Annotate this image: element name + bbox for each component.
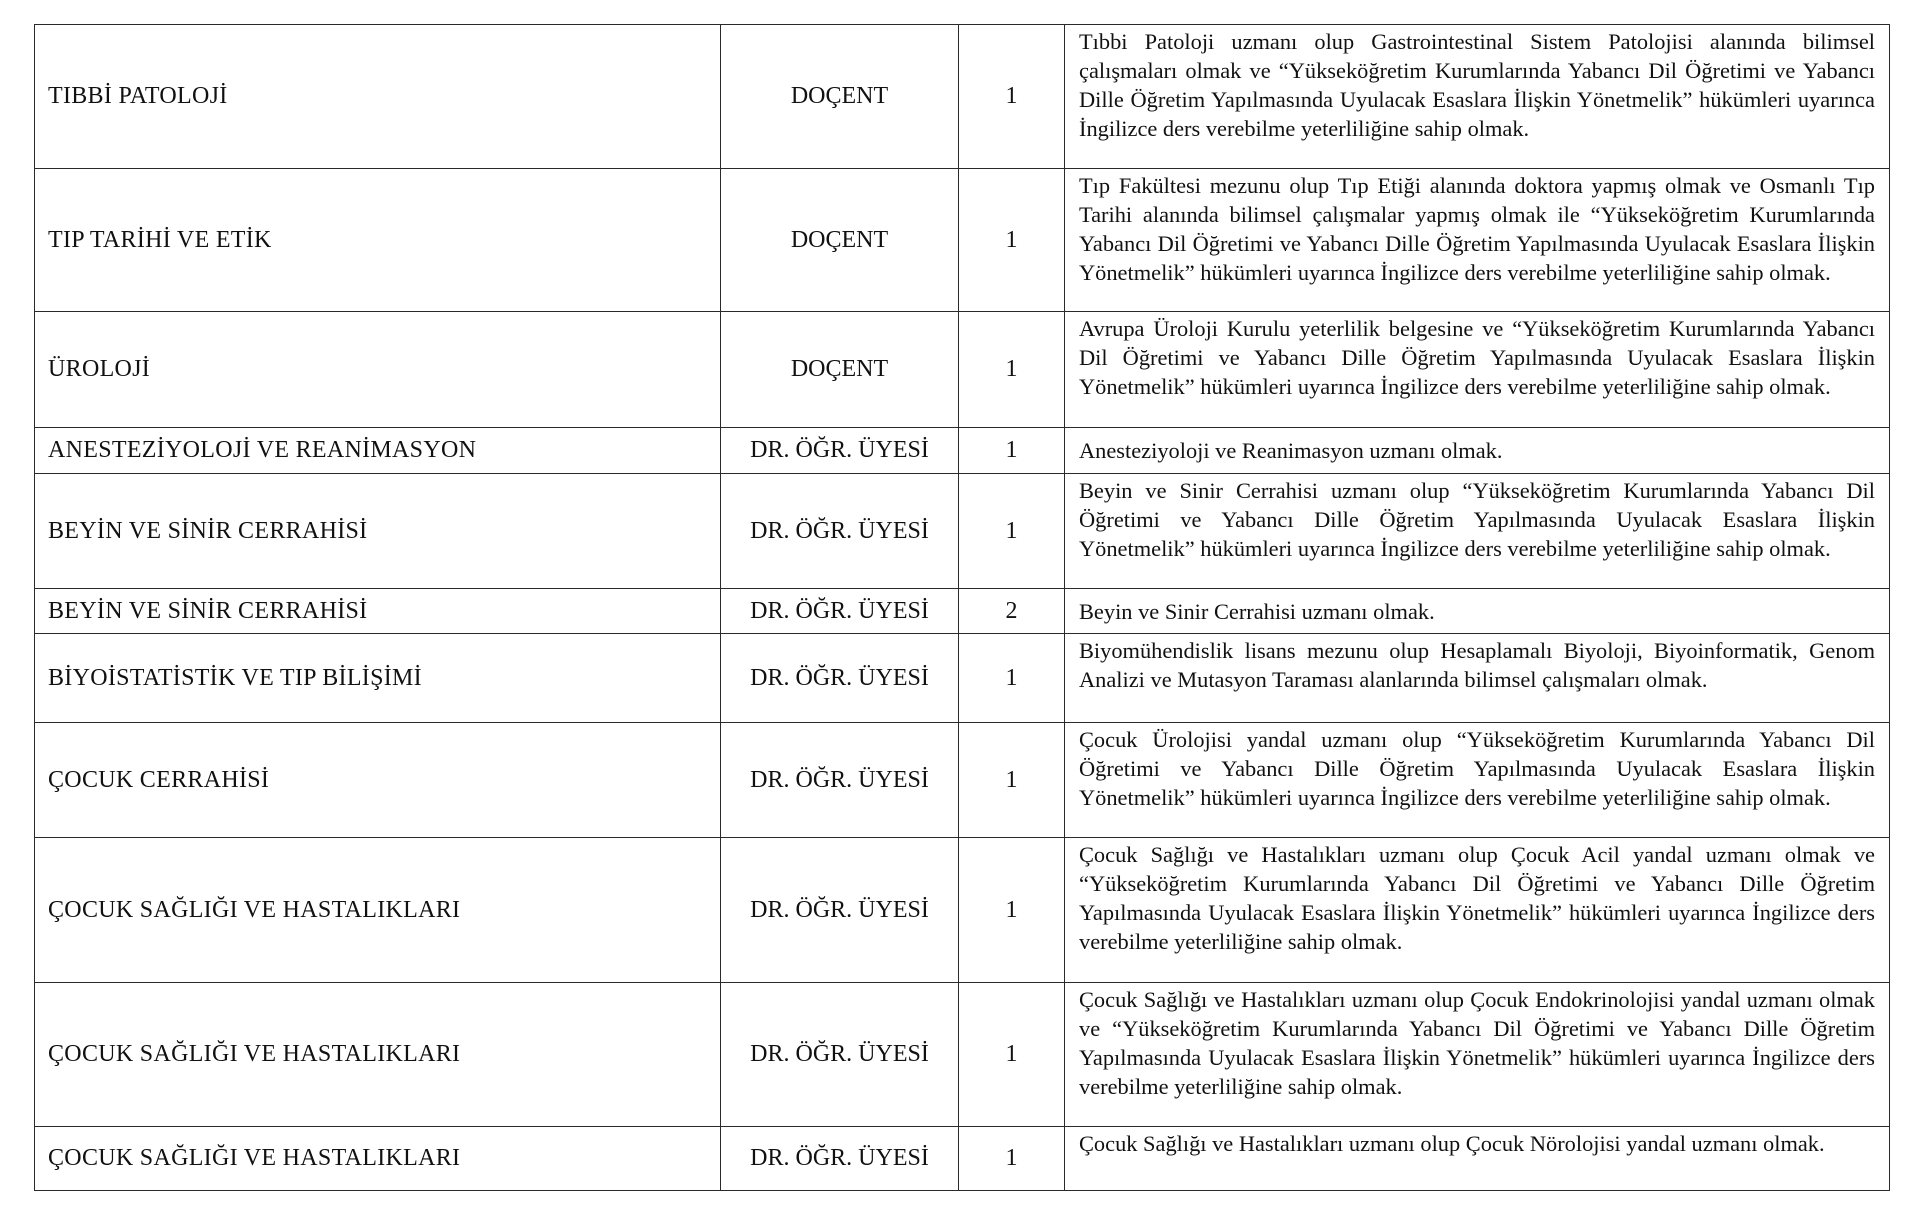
title-cell: DR. ÖĞR. ÜYESİ: [721, 723, 959, 838]
requirement-cell: Beyin ve Sinir Cerrahisi uzmanı olup “Yükseköğretim Kurumlarında Yabancı Dil Öğretimi ve Yabancı Dille Öğretim Yapılmasında Uyulacak Esaslara İlişkin Yönetmelik” hükümleri uyarınca İngilizce ders verebilme yeterliliğine sahip olmak.: [1065, 474, 1890, 589]
positions-table: [34, 24, 1890, 1191]
department-cell: ÇOCUK SAĞLIĞI VE HASTALIKLARI: [35, 983, 721, 1127]
count-cell: 1: [959, 25, 1065, 169]
requirement-cell: Çocuk Sağlığı ve Hastalıkları uzmanı olup Çocuk Endokrinolojisi yandal uzmanı olmak ve “Yükseköğretim Kurumlarında Yabancı Dil Öğretimi ve Yabancı Dille Öğretim Yapılmasında Uyulacak Esaslara İlişkin Yönetmelik” hükümleri uyarınca İngilizce ders verebilme yeterliliğine sahip olmak.: [1065, 983, 1890, 1127]
department-cell: ÇOCUK SAĞLIĞI VE HASTALIKLARI: [35, 838, 721, 983]
department-cell: TIBBİ PATOLOJİ: [35, 25, 721, 169]
title-cell: DR. ÖĞR. ÜYESİ: [721, 474, 959, 589]
count-cell: 1: [959, 983, 1065, 1127]
table-row: [35, 589, 1890, 634]
table-row: [35, 723, 1890, 838]
table-row: [35, 312, 1890, 428]
count-cell: 1: [959, 634, 1065, 723]
count-cell: 1: [959, 474, 1065, 589]
requirement-cell: Anesteziyoloji ve Reanimasyon uzmanı olmak.: [1065, 428, 1890, 474]
table-row: [35, 634, 1890, 723]
count-cell: 1: [959, 838, 1065, 983]
department-cell: ÇOCUK SAĞLIĞI VE HASTALIKLARI: [35, 1127, 721, 1191]
table-row: [35, 25, 1890, 169]
requirement-cell: Tıbbi Patoloji uzmanı olup Gastrointestinal Sistem Patolojisi alanında bilimsel çalışmaları olmak ve “Yükseköğretim Kurumlarında Yabancı Dil Öğretimi ve Yabancı Dille Öğretim Yapılmasında Uyulacak Esaslara İlişkin Yönetmelik” hükümleri uyarınca İngilizce ders verebilme yeterliliğine sahip olmak.: [1065, 25, 1890, 169]
requirement-cell: Beyin ve Sinir Cerrahisi uzmanı olmak.: [1065, 589, 1890, 634]
requirement-cell: Çocuk Sağlığı ve Hastalıkları uzmanı olup Çocuk Nörolojisi yandal uzmanı olmak.: [1065, 1127, 1890, 1191]
title-cell: DOÇENT: [721, 25, 959, 169]
title-cell: DR. ÖĞR. ÜYESİ: [721, 634, 959, 723]
title-cell: DOÇENT: [721, 312, 959, 428]
title-cell: DR. ÖĞR. ÜYESİ: [721, 428, 959, 474]
department-cell: BEYİN VE SİNİR CERRAHİSİ: [35, 474, 721, 589]
department-cell: ANESTEZİYOLOJİ VE REANİMASYON: [35, 428, 721, 474]
table-row: [35, 838, 1890, 983]
department-cell: TIP TARİHİ VE ETİK: [35, 169, 721, 312]
department-cell: ÜROLOJİ: [35, 312, 721, 428]
department-cell: BEYİN VE SİNİR CERRAHİSİ: [35, 589, 721, 634]
count-cell: 1: [959, 169, 1065, 312]
table-row: [35, 474, 1890, 589]
requirement-cell: Tıp Fakültesi mezunu olup Tıp Etiği alanında doktora yapmış olmak ve Osmanlı Tıp Tarihi alanında bilimsel çalışmalar yapmış olmak ile “Yükseköğretim Kurumlarında Yabancı Dil Öğretimi ve Yabancı Dille Öğretim Yapılmasında Uyulacak Esaslara İlişkin Yönetmelik” hükümleri uyarınca İngilizce ders verebilme yeterliliğine sahip olmak.: [1065, 169, 1890, 312]
table-row: [35, 428, 1890, 474]
count-cell: 1: [959, 428, 1065, 474]
title-cell: DOÇENT: [721, 169, 959, 312]
count-cell: 2: [959, 589, 1065, 634]
count-cell: 1: [959, 723, 1065, 838]
title-cell: DR. ÖĞR. ÜYESİ: [721, 1127, 959, 1191]
requirement-cell: Çocuk Sağlığı ve Hastalıkları uzmanı olup Çocuk Acil yandal uzmanı olmak ve “Yükseköğretim Kurumlarında Yabancı Dil Öğretimi ve Yabancı Dille Öğretim Yapılmasında Uyulacak Esaslara İlişkin Yönetmelik” hükümleri uyarınca İngilizce ders verebilme yeterliliğine sahip olmak.: [1065, 838, 1890, 983]
requirement-cell: Biyomühendislik lisans mezunu olup Hesaplamalı Biyoloji, Biyoinformatik, Genom Analizi ve Mutasyon Taraması alanlarında bilimsel çalışmaları olmak.: [1065, 634, 1890, 723]
table-row: [35, 169, 1890, 312]
title-cell: DR. ÖĞR. ÜYESİ: [721, 983, 959, 1127]
title-cell: DR. ÖĞR. ÜYESİ: [721, 838, 959, 983]
requirement-cell: Çocuk Ürolojisi yandal uzmanı olup “Yükseköğretim Kurumlarında Yabancı Dil Öğretimi ve Yabancı Dille Öğretim Yapılmasında Uyulacak Esaslara İlişkin Yönetmelik” hükümleri uyarınca İngilizce ders verebilme yeterliliğine sahip olmak.: [1065, 723, 1890, 838]
count-cell: 1: [959, 1127, 1065, 1191]
requirement-cell: Avrupa Üroloji Kurulu yeterlilik belgesine ve “Yükseköğretim Kurumlarında Yabancı Dil Öğretimi ve Yabancı Dille Öğretim Yapılmasında Uyulacak Esaslara İlişkin Yönetmelik” hükümleri uyarınca İngilizce ders verebilme yeterliliğine sahip olmak.: [1065, 312, 1890, 428]
department-cell: ÇOCUK CERRAHİSİ: [35, 723, 721, 838]
table-row: [35, 1127, 1890, 1191]
title-cell: DR. ÖĞR. ÜYESİ: [721, 589, 959, 634]
department-cell: BİYOİSTATİSTİK VE TIP BİLİŞİMİ: [35, 634, 721, 723]
count-cell: 1: [959, 312, 1065, 428]
table-row: [35, 983, 1890, 1127]
